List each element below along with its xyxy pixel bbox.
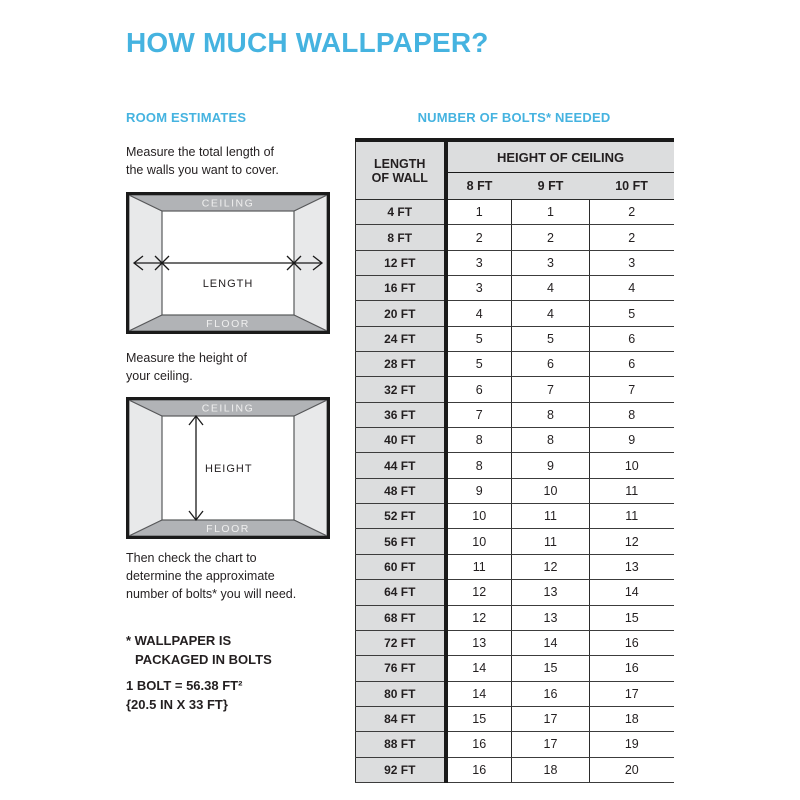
table-row [356, 402, 674, 427]
bolts-count-cell: 13 [512, 605, 590, 630]
table-row [356, 352, 674, 377]
table-row [356, 554, 674, 579]
bolts-count-cell: 4 [512, 276, 590, 301]
bolts-count-cell: 18 [590, 706, 674, 731]
bolts-count-cell: 16 [590, 656, 674, 681]
bolts-table [355, 138, 674, 783]
ceiling-height-group-header: HEIGHT OF CEILING [446, 140, 674, 173]
bolts-count-cell: 6 [512, 352, 590, 377]
bolts-count-cell: 3 [446, 276, 512, 301]
ceiling-8ft-header: 8 FT [446, 173, 512, 200]
bolts-count-cell: 4 [446, 301, 512, 326]
step-chart-text [126, 549, 296, 603]
bolts-count-cell: 15 [446, 706, 512, 731]
wall-length-cell: 24 FT [356, 326, 446, 351]
step-height-line1: Measure the height of [126, 351, 247, 365]
bolts-count-cell: 17 [590, 681, 674, 706]
wall-length-cell: 64 FT [356, 580, 446, 605]
bolts-needed-section [355, 0, 673, 800]
bolts-count-cell: 14 [590, 580, 674, 605]
bolts-count-cell: 3 [512, 250, 590, 275]
bolts-count-cell: 3 [446, 250, 512, 275]
bolts-count-cell: 5 [446, 352, 512, 377]
bolts-count-cell: 5 [446, 326, 512, 351]
footnote-line1: * WALLPAPER IS [126, 633, 232, 648]
table-row [356, 529, 674, 554]
wall-length-cell: 12 FT [356, 250, 446, 275]
height-measure-diagram [126, 397, 330, 539]
room-estimates-section [126, 0, 356, 800]
right-wall-shape [294, 400, 327, 536]
left-wall-shape [129, 400, 162, 536]
step-length-line1: Measure the total length of [126, 145, 275, 159]
wall-length-column-header [356, 140, 446, 200]
table-header-row-1 [356, 140, 674, 173]
bolts-count-cell: 9 [590, 428, 674, 453]
table-row [356, 757, 674, 782]
ceiling-9ft-header: 9 FT [512, 173, 590, 200]
wall-length-cell: 72 FT [356, 630, 446, 655]
bolts-count-cell: 2 [446, 225, 512, 250]
table-row [356, 225, 674, 250]
bolts-count-cell: 2 [512, 225, 590, 250]
wall-length-cell: 36 FT [356, 402, 446, 427]
bolts-footnote [126, 631, 272, 669]
bolts-count-cell: 18 [512, 757, 590, 782]
wall-length-cell: 92 FT [356, 757, 446, 782]
wall-length-cell: 4 FT [356, 200, 446, 225]
table-row [356, 732, 674, 757]
wall-length-cell: 48 FT [356, 478, 446, 503]
bolts-count-cell: 9 [446, 478, 512, 503]
bolts-count-cell: 15 [512, 656, 590, 681]
bolts-count-cell: 10 [446, 529, 512, 554]
step-height-line2: your ceiling. [126, 369, 193, 383]
wall-length-cell: 16 FT [356, 276, 446, 301]
wall-length-cell: 28 FT [356, 352, 446, 377]
wall-length-cell: 84 FT [356, 706, 446, 731]
wall-length-cell: 52 FT [356, 504, 446, 529]
footnote-line2: PACKAGED IN BOLTS [135, 652, 272, 667]
length-measure-diagram [126, 192, 330, 334]
table-row [356, 276, 674, 301]
bolts-count-cell: 1 [446, 200, 512, 225]
table-row [356, 580, 674, 605]
ceiling-label: CEILING [201, 197, 255, 210]
wall-length-cell: 68 FT [356, 605, 446, 630]
bolts-count-cell: 11 [512, 504, 590, 529]
bolts-count-cell: 16 [446, 757, 512, 782]
bolts-count-cell: 5 [512, 326, 590, 351]
wall-header-line2: OF WALL [371, 170, 428, 185]
bolts-count-cell: 14 [446, 656, 512, 681]
bolts-count-cell: 2 [590, 200, 674, 225]
wall-length-cell: 8 FT [356, 225, 446, 250]
wall-length-cell: 20 FT [356, 301, 446, 326]
bolts-count-cell: 15 [590, 605, 674, 630]
bolts-count-cell: 20 [590, 757, 674, 782]
bolts-count-cell: 12 [512, 554, 590, 579]
wall-length-cell: 76 FT [356, 656, 446, 681]
table-row [356, 605, 674, 630]
table-row [356, 478, 674, 503]
table-row [356, 706, 674, 731]
step-chart-line1: Then check the chart to [126, 551, 257, 565]
wall-length-cell: 60 FT [356, 554, 446, 579]
bolts-needed-heading: NUMBER OF BOLTS* NEEDED [417, 110, 611, 125]
floor-label: FLOOR [206, 523, 250, 535]
bolts-count-cell: 8 [512, 428, 590, 453]
table-row [356, 428, 674, 453]
bolts-count-cell: 4 [590, 276, 674, 301]
bolts-count-cell: 2 [590, 225, 674, 250]
bolt-spec-line1: 1 BOLT = 56.38 FT² [126, 678, 243, 693]
length-dimension-label: LENGTH [202, 278, 254, 290]
bolts-count-cell: 1 [512, 200, 590, 225]
bolts-count-cell: 13 [446, 630, 512, 655]
table-row [356, 656, 674, 681]
bolts-count-cell: 11 [446, 554, 512, 579]
bolts-count-cell: 12 [446, 580, 512, 605]
ceiling-10ft-header: 10 FT [590, 173, 674, 200]
bolts-count-cell: 3 [590, 250, 674, 275]
bolts-count-cell: 10 [446, 504, 512, 529]
step-height-text [126, 349, 247, 385]
bolts-count-cell: 13 [590, 554, 674, 579]
wall-header-line1: LENGTH [374, 156, 426, 171]
bolts-count-cell: 8 [512, 402, 590, 427]
table-row [356, 504, 674, 529]
bolts-count-cell: 9 [512, 453, 590, 478]
wall-length-cell: 80 FT [356, 681, 446, 706]
table-row [356, 250, 674, 275]
bolts-count-cell: 7 [446, 402, 512, 427]
bolts-count-cell: 12 [446, 605, 512, 630]
wall-length-cell: 88 FT [356, 732, 446, 757]
height-dimension-label: HEIGHT [205, 463, 253, 475]
bolts-count-cell: 4 [512, 301, 590, 326]
bolts-count-cell: 14 [446, 681, 512, 706]
wall-length-cell: 56 FT [356, 529, 446, 554]
bolts-count-cell: 8 [446, 428, 512, 453]
bolts-count-cell: 5 [590, 301, 674, 326]
bolts-count-cell: 14 [512, 630, 590, 655]
bolts-count-cell: 8 [590, 402, 674, 427]
bolts-count-cell: 13 [512, 580, 590, 605]
bolts-count-cell: 12 [590, 529, 674, 554]
bolts-count-cell: 11 [590, 478, 674, 503]
step-chart-line2: determine the approximate [126, 569, 275, 583]
bolts-count-cell: 11 [512, 529, 590, 554]
floor-label: FLOOR [206, 318, 250, 330]
wall-length-cell: 40 FT [356, 428, 446, 453]
table-row [356, 200, 674, 225]
bolts-count-cell: 10 [590, 453, 674, 478]
wall-length-cell: 44 FT [356, 453, 446, 478]
bolts-count-cell: 16 [590, 630, 674, 655]
table-row [356, 326, 674, 351]
bolts-count-cell: 10 [512, 478, 590, 503]
step-length-line2: the walls you want to cover. [126, 163, 279, 177]
page-title: HOW MUCH WALLPAPER? [126, 27, 489, 58]
bolt-spec [126, 676, 242, 714]
table-row [356, 453, 674, 478]
ceiling-label: CEILING [201, 402, 255, 415]
step-length-text [126, 143, 279, 179]
bolts-count-cell: 17 [512, 706, 590, 731]
room-estimates-heading: ROOM ESTIMATES [126, 110, 247, 125]
bolts-count-cell: 11 [590, 504, 674, 529]
bolts-count-cell: 16 [512, 681, 590, 706]
table-row [356, 630, 674, 655]
bolts-count-cell: 8 [446, 453, 512, 478]
step-chart-line3: number of bolts* you will need. [126, 587, 297, 601]
bolts-count-cell: 16 [446, 732, 512, 757]
bolts-count-cell: 7 [512, 377, 590, 402]
bolts-count-cell: 6 [590, 326, 674, 351]
bolts-count-cell: 7 [590, 377, 674, 402]
wall-length-cell: 32 FT [356, 377, 446, 402]
bolts-count-cell: 6 [590, 352, 674, 377]
table-row [356, 377, 674, 402]
bolt-spec-line2: {20.5 IN X 33 FT} [126, 697, 228, 712]
bolts-table-body [356, 200, 674, 783]
table-row [356, 681, 674, 706]
bolts-count-cell: 17 [512, 732, 590, 757]
bolts-count-cell: 19 [590, 732, 674, 757]
bolts-count-cell: 6 [446, 377, 512, 402]
table-row [356, 301, 674, 326]
